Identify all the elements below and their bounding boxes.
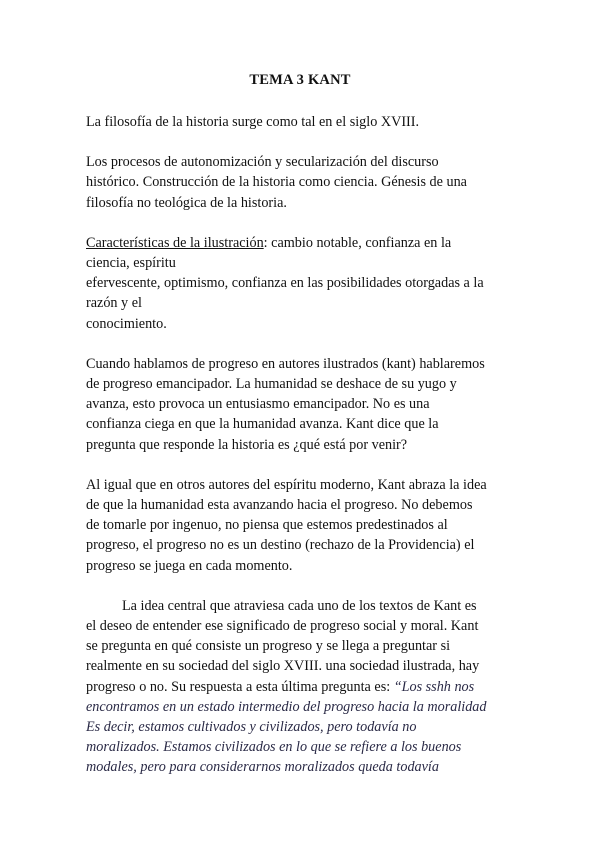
modern-spirit-line-1: Al igual que en otros autores del espíritu moderno, Kant abraza la idea xyxy=(86,476,487,493)
central-idea-paragraph xyxy=(86,596,518,778)
document-body xyxy=(86,112,518,798)
characteristics-paragraph xyxy=(86,233,518,334)
modern-spirit-line-2: de que la humanidad esta avanzando hacia el progreso. No debemos xyxy=(86,497,473,514)
characteristics-line-3: efervescente, optimismo, confianza en las posibilidades otorgadas a la xyxy=(86,275,484,292)
central-idea-line-2: el deseo de entender ese significado de progreso social y moral. Kant xyxy=(86,618,479,635)
progress-line-1: Cuando hablamos de progreso en autores ilustrados (kant) hablaremos xyxy=(86,355,485,372)
central-idea-line-4: realmente en su sociedad del siglo XVIII. una sociedad ilustrada, hay xyxy=(86,658,480,675)
kant-quote-line-2: Es decir, estamos cultivados y civilizados, pero todavía no xyxy=(86,719,417,736)
progress-line-2: de progreso emancipador. La humanidad se deshace de su yugo y xyxy=(86,376,457,393)
kant-quote-line-1: encontramos en un estado intermedio del progreso hacia la moralidad xyxy=(86,698,487,715)
progress-line-5: pregunta que responde la historia es ¿qué está por venir? xyxy=(86,436,408,453)
intro-line: La filosofía de la historia surge como tal en el siglo XVIII. xyxy=(86,114,420,130)
intro-paragraph xyxy=(86,112,518,132)
progress-paragraph xyxy=(86,354,518,455)
characteristics-line-5: conocimiento. xyxy=(86,315,167,332)
central-idea-line-3: se pregunta en qué consiste un progreso y se llega a preguntar si xyxy=(86,638,451,655)
processes-line-1: Los procesos de autonomización y secularización del discurso xyxy=(86,154,439,171)
processes-line-2: histórico. Construcción de la historia como ciencia. Génesis de una xyxy=(86,174,467,191)
characteristics-line-1 xyxy=(86,233,518,253)
kant-quote-start: “Los sshh nos xyxy=(393,678,475,695)
modern-spirit-line-5: progreso se juega en cada momento. xyxy=(86,557,293,574)
kant-quote-line-3: moralizados. Estamos civilizados en lo que se refiere a los buenos xyxy=(86,739,462,756)
characteristics-line-4: razón y el xyxy=(86,295,142,312)
central-idea-line-5 xyxy=(86,677,518,697)
progress-line-4: confianza ciega en que la humanidad avanza. Kant dice que la xyxy=(86,416,439,433)
modern-spirit-line-4: progreso, el progreso no es un destino (rechazo de la Providencia) el xyxy=(86,537,475,554)
central-idea-line-5-text: progreso o no. Su respuesta a esta última pregunta es: xyxy=(86,678,394,695)
characteristics-line-1-rest: : cambio notable, confianza en la xyxy=(263,234,452,251)
characteristics-line-2: ciencia, espíritu xyxy=(86,255,176,272)
central-idea-line-1: La idea central que atraviesa cada uno de los textos de Kant es xyxy=(122,597,477,614)
modern-spirit-line-3: de tomarle por ingenuo, no piensa que estemos predestinados al xyxy=(86,517,448,534)
processes-paragraph xyxy=(86,152,518,213)
document-title: TEMA 3 KANT xyxy=(249,72,351,88)
progress-line-3: avanza, esto provoca un entusiasmo emancipador. No es una xyxy=(86,396,430,413)
modern-spirit-paragraph xyxy=(86,475,518,576)
processes-line-3: filosofía no teológica de la historia. xyxy=(86,194,287,211)
kant-quote-line-4: modales, pero para considerarnos moralizados queda todavía xyxy=(86,759,439,776)
characteristics-heading: Características de la ilustración xyxy=(86,234,264,251)
